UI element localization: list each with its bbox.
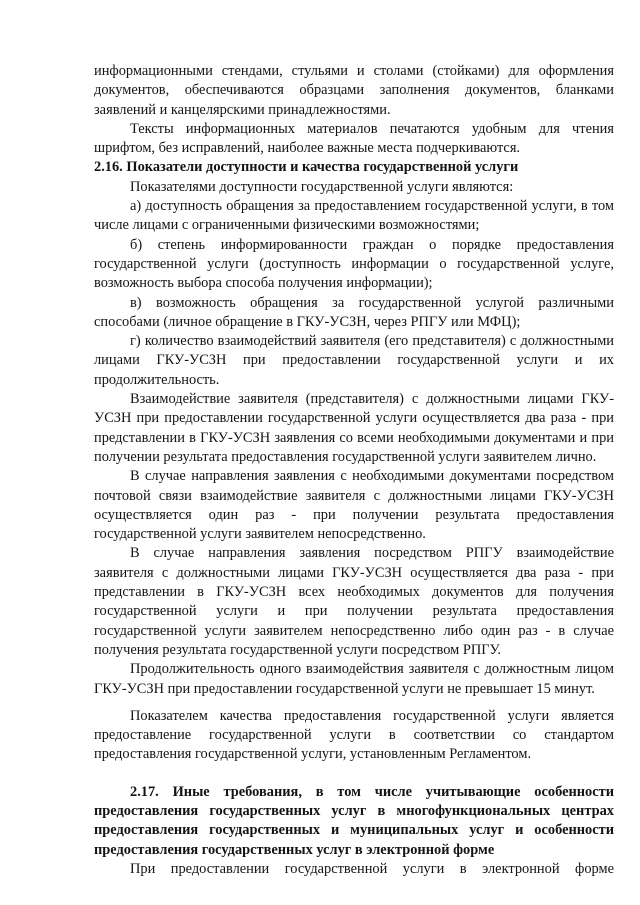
paragraph-quality: Показателем качества предоставления государственной услуги является предоставление государственной услуги в соответствии со стандартом предоставления государственной услуги, установленным Регламентом. — [94, 707, 614, 763]
document-body — [94, 62, 614, 879]
paragraph-information-texts: Тексты информационных материалов печатаются удобным для чтения шрифтом, без исправлений, наиболее важные места подчеркиваются. — [94, 120, 614, 157]
paragraph-continuation: информационными стендами, стульями и столами (стойками) для оформления документов, обеспечиваются образцами заполнения документов, бланками заявлений и канцелярскими принадлежностями. — [94, 63, 614, 118]
paragraph-postal: В случае направления заявления с необходимыми документами посредством почтовой связи взаимодействие заявителя с должностными лицами ГКУ-УСЗН осуществляется один раз - при получении результата предоставления государственной услуги заявителем непосредственно. — [94, 468, 614, 543]
list-item-b: б) степень информированности граждан о порядке предоставления государственной услуги (доступность информации о государственной услуге, возможность выбора способа получения информации); — [94, 236, 614, 292]
list-item-v: в) возможность обращения за государственной услугой различными способами (личное обращение в ГКУ-УСЗН, через РПГУ или МФЦ); — [94, 294, 614, 330]
paragraph-rpgu: В случае направления заявления посредством РПГУ взаимодействие заявителя с должностными лицами ГКУ-УСЗН осуществляется два раза - при представлении в ГКУ-УСЗН всех необходимых документов для получения государственной услуги и при получении результата предоставления государственной услуги заявителем непосредственно либо один раз - в случае получения результата государственной услуги посредством РПГУ. — [94, 545, 614, 658]
paragraph-accessibility-indicators: Показателями доступности государственной услуги являются: — [130, 178, 514, 195]
section-heading-2-17: 2.17. Иные требования, в том числе учитывающие особенности предоставления государственных услуг в многофункциональных центрах предоставления государственных и муниципальных услуг и особенности предоставления государственных услуг в электронной форме — [94, 783, 614, 858]
paragraph-duration: Продолжительность одного взаимодействия заявителя с должностным лицом ГКУ-УСЗН при предоставлении государственной услуги не превышает 15 минут. — [94, 661, 614, 697]
paragraph-electronic-form: При предоставлении государственной услуги в электронной форме — [130, 860, 614, 877]
list-item-a: а) доступность обращения за предоставлением государственной услуги, в том числе лицами с ограниченными физическими возможностями; — [94, 198, 614, 234]
list-item-g: г) количество взаимодействий заявителя (его представителя) с должностными лицами ГКУ-УСЗН при предоставлении государственной услуги и их продолжительность. — [94, 333, 614, 388]
paragraph-interaction: Взаимодействие заявителя (представителя) с должностными лицами ГКУ-УСЗН при предоставлении государственной услуги осуществляется два раза - при представлении в ГКУ-УСЗН заявления со всеми необходимыми документами и при получении результата предоставления государственной услуги заявителем лично. — [94, 391, 614, 465]
section-heading-2-16: 2.16. Показатели доступности и качества государственной услуги — [94, 159, 519, 176]
